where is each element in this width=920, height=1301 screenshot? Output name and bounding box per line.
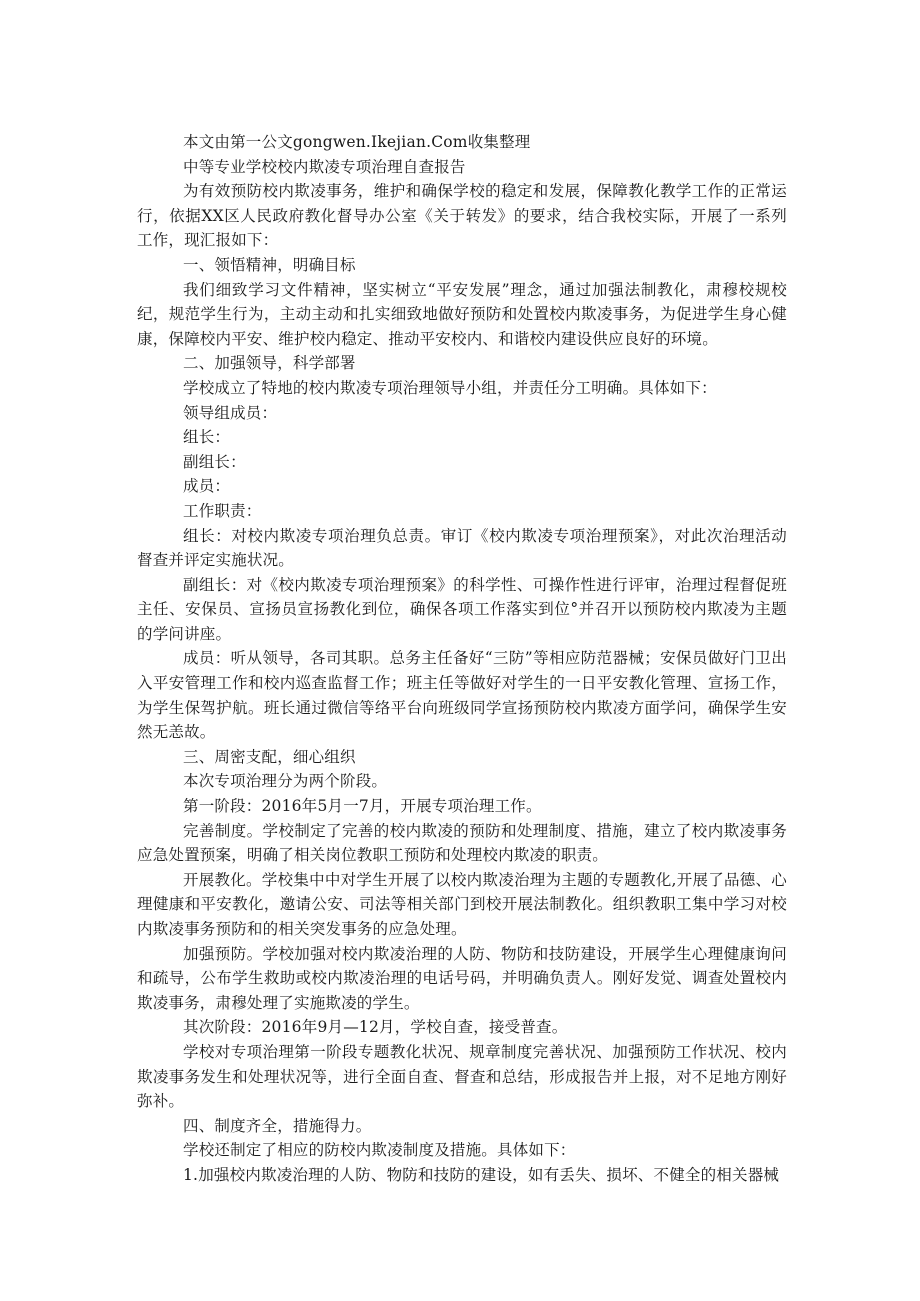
paragraph: 成员：听从领导，各司其职。总务主任备好“三防”等相应防范器械；安保员做好门卫出入平安管理工作和校内巡查监督工作；班主任等做好对学生的一日平安教化管理、宣扬工作，为学生保驾护航。班长通过微信等络平台向班级同学宣扬预防校内欺凌方面学问，确保学生安然无恙故。 [137, 649, 787, 742]
list-label: 副组长： [183, 452, 246, 471]
paragraph: 完善制度。学校制定了完善的校内欺凌的预防和处理制度、措施，建立了校内欺凌事务应急处置预案，明确了相关岗位教职工预防和处理校内欺凌的职责。 [137, 821, 787, 865]
paragraph: 学校还制定了相应的防校内欺凌制度及措施。具体如下： [183, 1141, 576, 1160]
document-title: 中等专业学校校内欺凌专项治理自查报告 [183, 157, 466, 176]
paragraph: 组长：对校内欺凌专项治理负总责。审订《校内欺凌专项治理预案》，对此次治理活动督查并评定实施状况。 [137, 526, 787, 570]
paragraph: 副组长：对《校内欺凌专项治理预案》的科学性、可操作性进行评审，治理过程督促班主任、安保员、宣扬员宣扬教化到位，确保各项工作落实到位°并召开以预防校内欺凌为主题的学问讲座。 [137, 575, 787, 643]
source-note: 本文由第一公文gongwen.Ikejian.Com收集整理 [183, 133, 531, 151]
paragraph: 1.加强校内欺凌治理的人防、物防和技防的建设，如有丢失、损坏、不健全的相关器械 [183, 1165, 780, 1184]
section-heading: 二、加强领导，科学部署 [183, 354, 356, 373]
paragraph: 其次阶段：2016年9月—12月，学校自查，接受普查。 [183, 1018, 568, 1037]
list-label: 工作职责： [183, 501, 262, 520]
list-label: 成员： [183, 477, 231, 496]
paragraph: 为有效预防校内欺凌事务，维护和确保学校的稳定和发展，保障教化教学工作的正常运行，依据XX区人民政府教化督导办公室《关于转发》的要求，结合我校实际，开展了一系列工作，现汇报如下： [137, 182, 787, 250]
list-label: 领导组成员： [183, 403, 278, 422]
paragraph: 本次专项治理分为两个阶段。 [183, 772, 388, 791]
document-page [137, 130, 787, 1188]
paragraph: 加强预防。学校加强对校内欺凌治理的人防、物防和技防建设，开展学生心理健康询问和疏导，公布学生救助或校内欺凌治理的电话号码，并明确负责人。刚好发觉、调查处置校内欺凌事务，肃穆处理了实施欺凌的学生。 [137, 944, 787, 1012]
list-label: 组长： [183, 428, 231, 447]
paragraph: 学校对专项治理第一阶段专题教化状况、规章制度完善状况、加强预防工作状况、校内欺凌事务发生和处理状况等，进行全面自查、督查和总结，形成报告并上报，对不足地方刚好弥补。 [137, 1042, 787, 1111]
paragraph: 开展教化。学校集中中对学生开展了以校内欺凌治理为主题的专题教化,开展了品德、心理健康和平安教化，邀请公安、司法等相关部门到校开展法制教化。组织教职工集中学习对校内欺凌事务预防和的相关突发事务的应急处理。 [137, 870, 787, 938]
section-heading: 三、周密支配，细心组织 [183, 747, 356, 766]
paragraph: 我们细致学习文件精神，坚实树立“平安发展”理念，通过加强法制教化，肃穆校规校纪，规范学生行为，主动主动和扎实细致地做好预防和处置校内欺凌事务，为促进学生身心健康，保障校内平安、维护校内稳定、推动平安校内、和谐校内建设供应良好的环境。 [137, 280, 787, 348]
paragraph: 第一阶段：2016年5月一7月，开展专项治理工作。 [183, 797, 542, 816]
paragraph: 学校成立了特地的校内欺凌专项治理领导小组，并责任分工明确。具体如下： [183, 378, 717, 397]
section-heading: 四、制度齐全，措施得力。 [183, 1116, 372, 1135]
section-heading: 一、领悟精神，明确目标 [183, 255, 356, 274]
